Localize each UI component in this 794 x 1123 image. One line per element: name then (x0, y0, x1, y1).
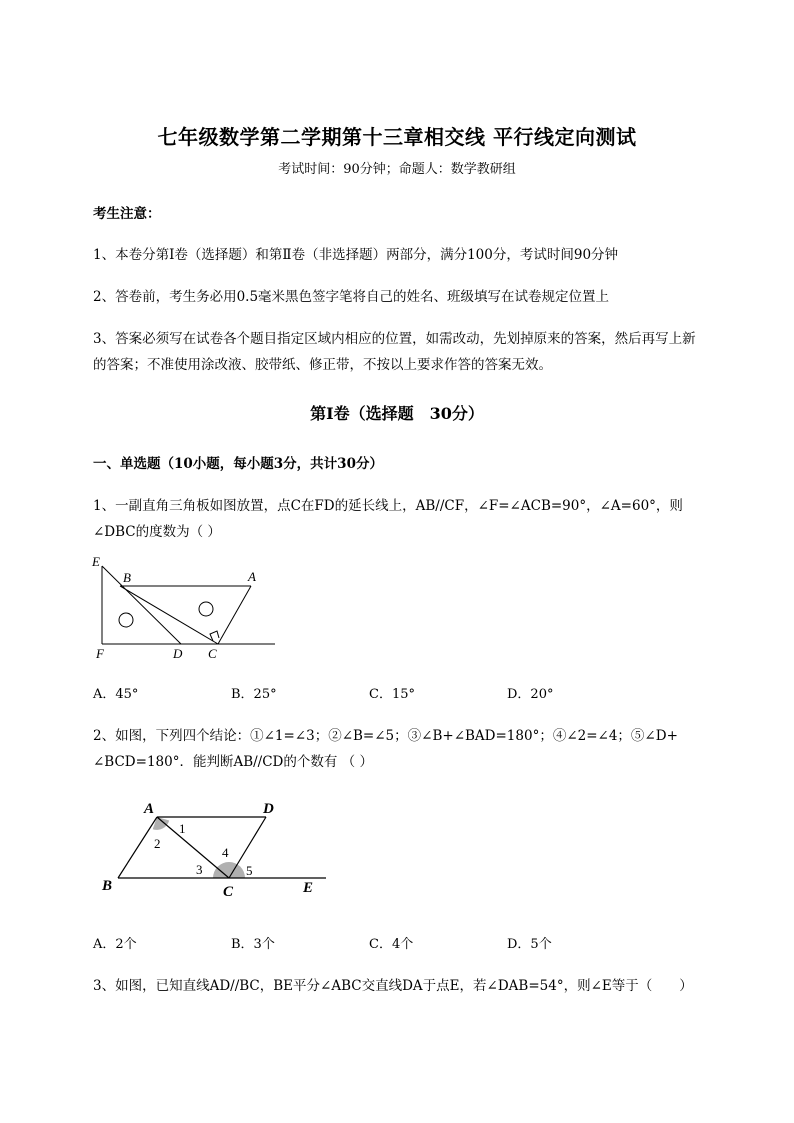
q2-angle-2: 2 (154, 836, 161, 851)
q1-option-a[interactable]: A．45° (93, 687, 139, 702)
q1-label-b: B (123, 570, 131, 585)
notice-item-3: 3、答案必须写在试卷各个题目指定区域内相应的位置，如需改动，先划掉原来的答案，然后再写上新 (93, 331, 696, 347)
q2-angle-4: 4 (222, 845, 229, 860)
q2-label-e: E (303, 880, 314, 896)
part-heading: 一、单选题（10小题，每小题3分，共计30分） (93, 456, 383, 472)
q2-option-d[interactable]: D．5个 (507, 937, 552, 952)
q2-figure (98, 795, 338, 905)
q2-option-b[interactable]: B．3个 (231, 937, 275, 952)
q1-hole-right (199, 602, 213, 616)
q1-label-c: C (208, 646, 217, 661)
q1-option-d[interactable]: D．20° (507, 687, 554, 702)
q1-option-c[interactable]: C．15° (369, 687, 415, 702)
q1-label-d: D (173, 646, 183, 661)
q1-line-ed (102, 566, 181, 644)
q2-label-d: D (263, 801, 274, 817)
q2-stem: 2、如图，下列四个结论：①∠1=∠3；②∠B=∠5；③∠B+∠BAD=180°；④∠2=∠4；⑤∠D+ (93, 728, 678, 744)
q2-option-a[interactable]: A．2个 (93, 937, 137, 952)
page-title: 七年级数学第二学期第十三章相交线 平行线定向测试 (157, 125, 637, 149)
notice-item-1: 1、本卷分第I卷（选择题）和第Ⅱ卷（非选择题）两部分，满分100分，考试时间90分钟 (93, 247, 619, 263)
notice-item-2: 2、答卷前，考生务必用0.5毫米黑色签字笔将自己的姓名、班级填写在试卷规定位置上 (93, 289, 610, 305)
q1-option-b[interactable]: B．25° (231, 687, 277, 702)
q2-label-c: C (223, 884, 234, 900)
q2-label-b: B (102, 878, 113, 894)
q2-stem-cont: ∠BCD=180°．能判断AB//CD的个数有 （ ） (93, 754, 373, 770)
q1-hole-left (119, 613, 133, 627)
q2-option-c[interactable]: C．4个 (369, 937, 414, 952)
q1-stem-cont: ∠DBC的度数为（ ） (93, 524, 221, 540)
q1-stem: 1、一副直角三角板如图放置，点C在FD的延长线上，AB//CF，∠F=∠ACB=90°，∠A=60°，则 (93, 498, 683, 514)
q2-angle-1: 1 (179, 821, 186, 836)
section-title: 第I卷（选择题 30分） (310, 404, 484, 423)
q3-stem: 3、如图，已知直线AD//BC，BE平分∠ABC交直线DA于点E，若∠DAB=54°，则∠E等于（ ） (93, 978, 693, 994)
q2-angle-5: 5 (246, 863, 253, 878)
q2-label-a: A (144, 801, 155, 817)
q2-line-ab (118, 817, 157, 878)
q1-label-a: A (248, 569, 256, 584)
q2-angle-3: 3 (196, 862, 203, 877)
notice-heading: 考生注意： (93, 206, 161, 222)
exam-info: 考试时间：90分钟；命题人：数学教研组 (278, 162, 516, 177)
q1-label-f: F (96, 646, 104, 661)
q1-label-e: E (92, 554, 100, 569)
q1-figure (88, 553, 280, 663)
q2-angle-c-shade (213, 862, 245, 878)
q1-line-ac (218, 586, 251, 644)
q2-line-ac (157, 817, 229, 878)
notice-item-3-cont: 的答案；不准使用涂改液、胶带纸、修正带，不按以上要求作答的答案无效。 (93, 357, 552, 373)
